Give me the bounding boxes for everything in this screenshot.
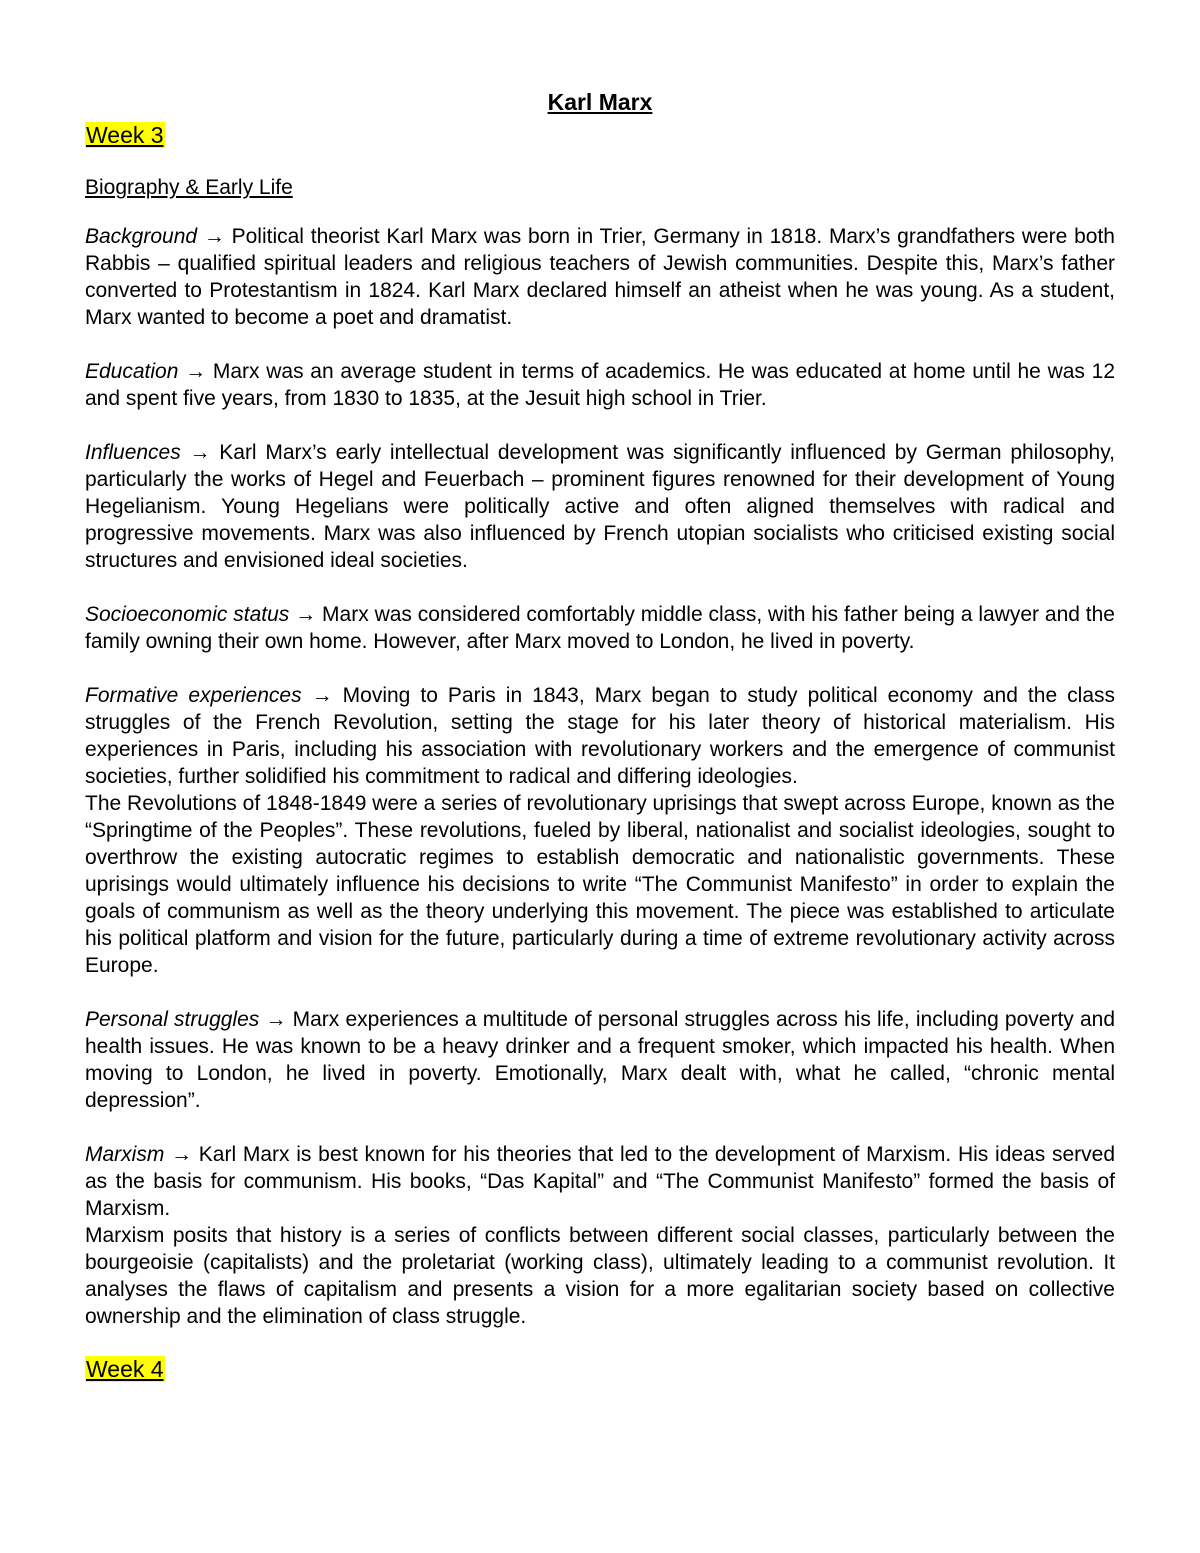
- paragraph-background-text: → Political theorist Karl Marx was born in Trier, Germany in 1818. Marx’s grandfathers were both Rabbis – qualified spiritual leaders and religious teachers of Jewish communities. Despite this, Marx’s father converted to Protestantism in 1824. Karl Marx declared himself an atheist when he was young. As a student, Marx wanted to become a poet and dramatist.: [85, 225, 1115, 329]
- week-3-label: Week 3: [86, 122, 164, 148]
- paragraph-education: [85, 358, 1115, 412]
- paragraph-formative-text: → Moving to Paris in 1843, Marx began to study political economy and the class struggles of the French Revolution, setting the stage for his later theory of historical materialism. His experiences in Paris, including his association with revolutionary workers and the emergence of communist societies, further solidified his commitment to radical and differing ideologies.: [85, 684, 1115, 788]
- section-heading-biography: Biography & Early Life: [85, 176, 293, 199]
- week-4-heading: [85, 1354, 1115, 1384]
- paragraph-socioeconomic: [85, 601, 1115, 655]
- term-marxism: Marxism: [85, 1143, 165, 1166]
- week-4-label: Week 4: [86, 1356, 164, 1382]
- paragraph-personal-text: → Marx experiences a multitude of personal struggles across his life, including poverty and health issues. He was known to be a heavy drinker and a frequent smoker, which impacted his health. When moving to London, he lived in poverty. Emotionally, Marx dealt with, what he called, “chronic mental depression”.: [85, 1008, 1115, 1112]
- term-formative: Formative experiences: [85, 684, 302, 707]
- paragraph-influences: [85, 439, 1115, 574]
- term-education: Education: [85, 360, 179, 383]
- paragraph-background: [85, 223, 1115, 331]
- document-title: Karl Marx: [547, 89, 653, 115]
- document-page: [85, 84, 1115, 1384]
- paragraph-marxism: [85, 1141, 1115, 1222]
- paragraph-marxism-text: → Karl Marx is best known for his theories that led to the development of Marxism. His ideas served as the basis for communism. His books, “Das Kapital” and “The Communist Manifesto” formed the basis of Marxism.: [85, 1143, 1115, 1220]
- term-influences: Influences: [85, 441, 181, 464]
- paragraph-education-text: → Marx was an average student in terms of academics. He was educated at home until he was 12 and spent five years, from 1830 to 1835, at the Jesuit high school in Trier.: [85, 360, 1115, 410]
- paragraph-socioeconomic-text: → Marx was considered comfortably middle class, with his father being a lawyer and the family owning their own home. However, after Marx moved to London, he lived in poverty.: [85, 603, 1115, 653]
- paragraph-influences-text: → Karl Marx’s early intellectual development was significantly influenced by German philosophy, particularly the works of Hegel and Feuerbach – prominent figures renowned for their development of Young Hegelianism. Young Hegelians were politically active and often aligned themselves with radical and progressive movements. Marx was also influenced by French utopian socialists who criticised existing social structures and envisioned ideal societies.: [85, 441, 1115, 572]
- paragraph-marxism-continued: Marxism posits that history is a series of conflicts between different social classes, particularly between the bourgeoisie (capitalists) and the proletariat (working class), ultimately leading to a communist revolution. It analyses the flaws of capitalism and presents a vision for a more egalitarian society based on collective ownership and the elimination of class struggle.: [85, 1224, 1115, 1328]
- paragraph-formative: [85, 682, 1115, 790]
- week-3-heading: [85, 120, 1115, 150]
- term-socioeconomic: Socioeconomic status: [85, 603, 290, 626]
- term-personal: Personal struggles: [85, 1008, 260, 1031]
- term-background: Background: [85, 225, 198, 248]
- paragraph-revolutions: The Revolutions of 1848-1849 were a series of revolutionary uprisings that swept across Europe, known as the “Springtime of the Peoples”. These revolutions, fueled by liberal, nationalist and socialist ideologies, sought to overthrow the existing autocratic regimes to establish democratic and nationalistic governments. These uprisings would ultimately influence his decisions to write “The Communist Manifesto” in order to explain the goals of communism as well as the theory underlying this movement. The piece was established to articulate his political platform and vision for the future, particularly during a time of extreme revolutionary activity across Europe.: [85, 792, 1115, 977]
- paragraph-personal: [85, 1006, 1115, 1114]
